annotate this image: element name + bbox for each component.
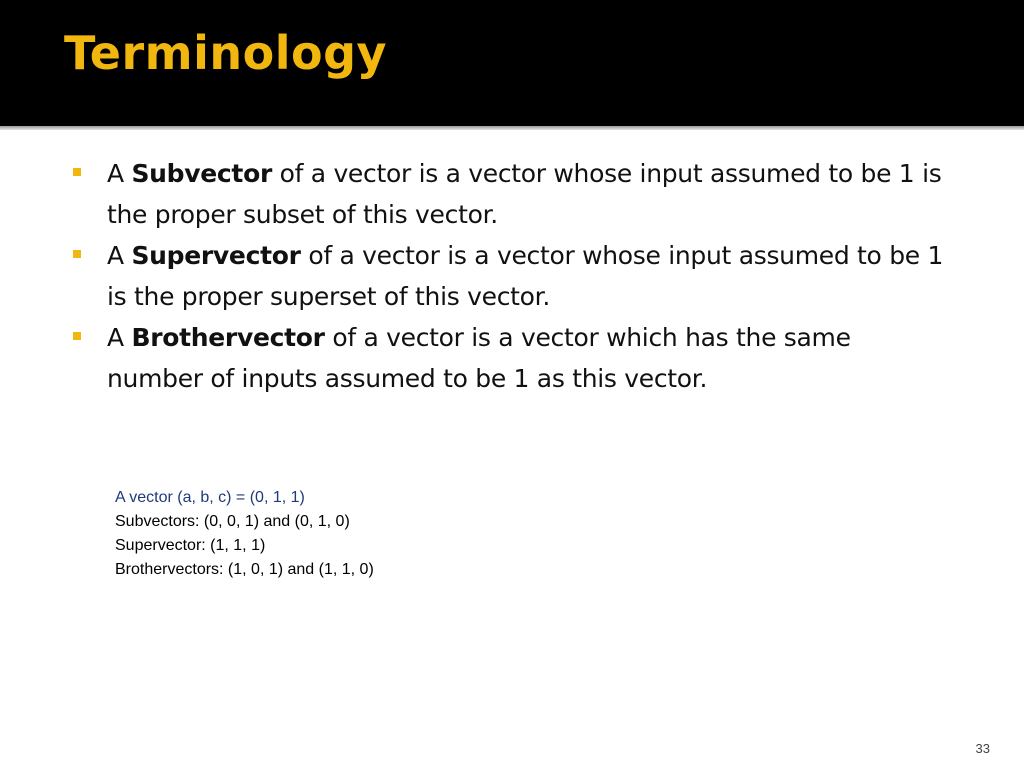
title-bar [0,0,1024,126]
bullet-prefix: A [107,323,132,352]
bullet-square-icon [73,332,81,340]
bullet-text: of a vector is a vector whose input assumed to be 1 is the proper superset of this vector. [107,241,944,311]
example-brothervectors-line: Brothervectors: (1, 0, 1) and (1, 1, 0) [115,561,374,578]
bullet-text: of a vector is a vector whose input assumed to be 1 is the proper subset of this vector. [107,159,942,229]
bullet-term: Supervector [131,241,301,270]
bullet-square-icon [73,168,81,176]
bullet-prefix: A [107,159,132,188]
bullet-term: Brothervector [131,323,325,352]
example-subvectors-line: Subvectors: (0, 0, 1) and (0, 1, 0) [115,513,350,530]
example-supervector-line: Supervector: (1, 1, 1) [115,537,266,554]
bullet-subvector [72,153,952,235]
example-block [115,486,374,582]
bullet-list [72,153,952,399]
bullet-text: of a vector is a vector which has the same number of inputs assumed to be 1 as this vector. [107,323,851,393]
slide-title: Terminology [64,26,387,80]
bullet-square-icon [73,250,81,258]
example-vector-line: A vector (a, b, c) = (0, 1, 1) [115,489,305,506]
page-number: 33 [975,741,990,756]
title-divider [0,126,1024,130]
bullet-supervector [72,235,952,317]
bullet-brothervector [72,317,952,399]
bullet-prefix: A [107,241,132,270]
bullet-term: Subvector [131,159,272,188]
